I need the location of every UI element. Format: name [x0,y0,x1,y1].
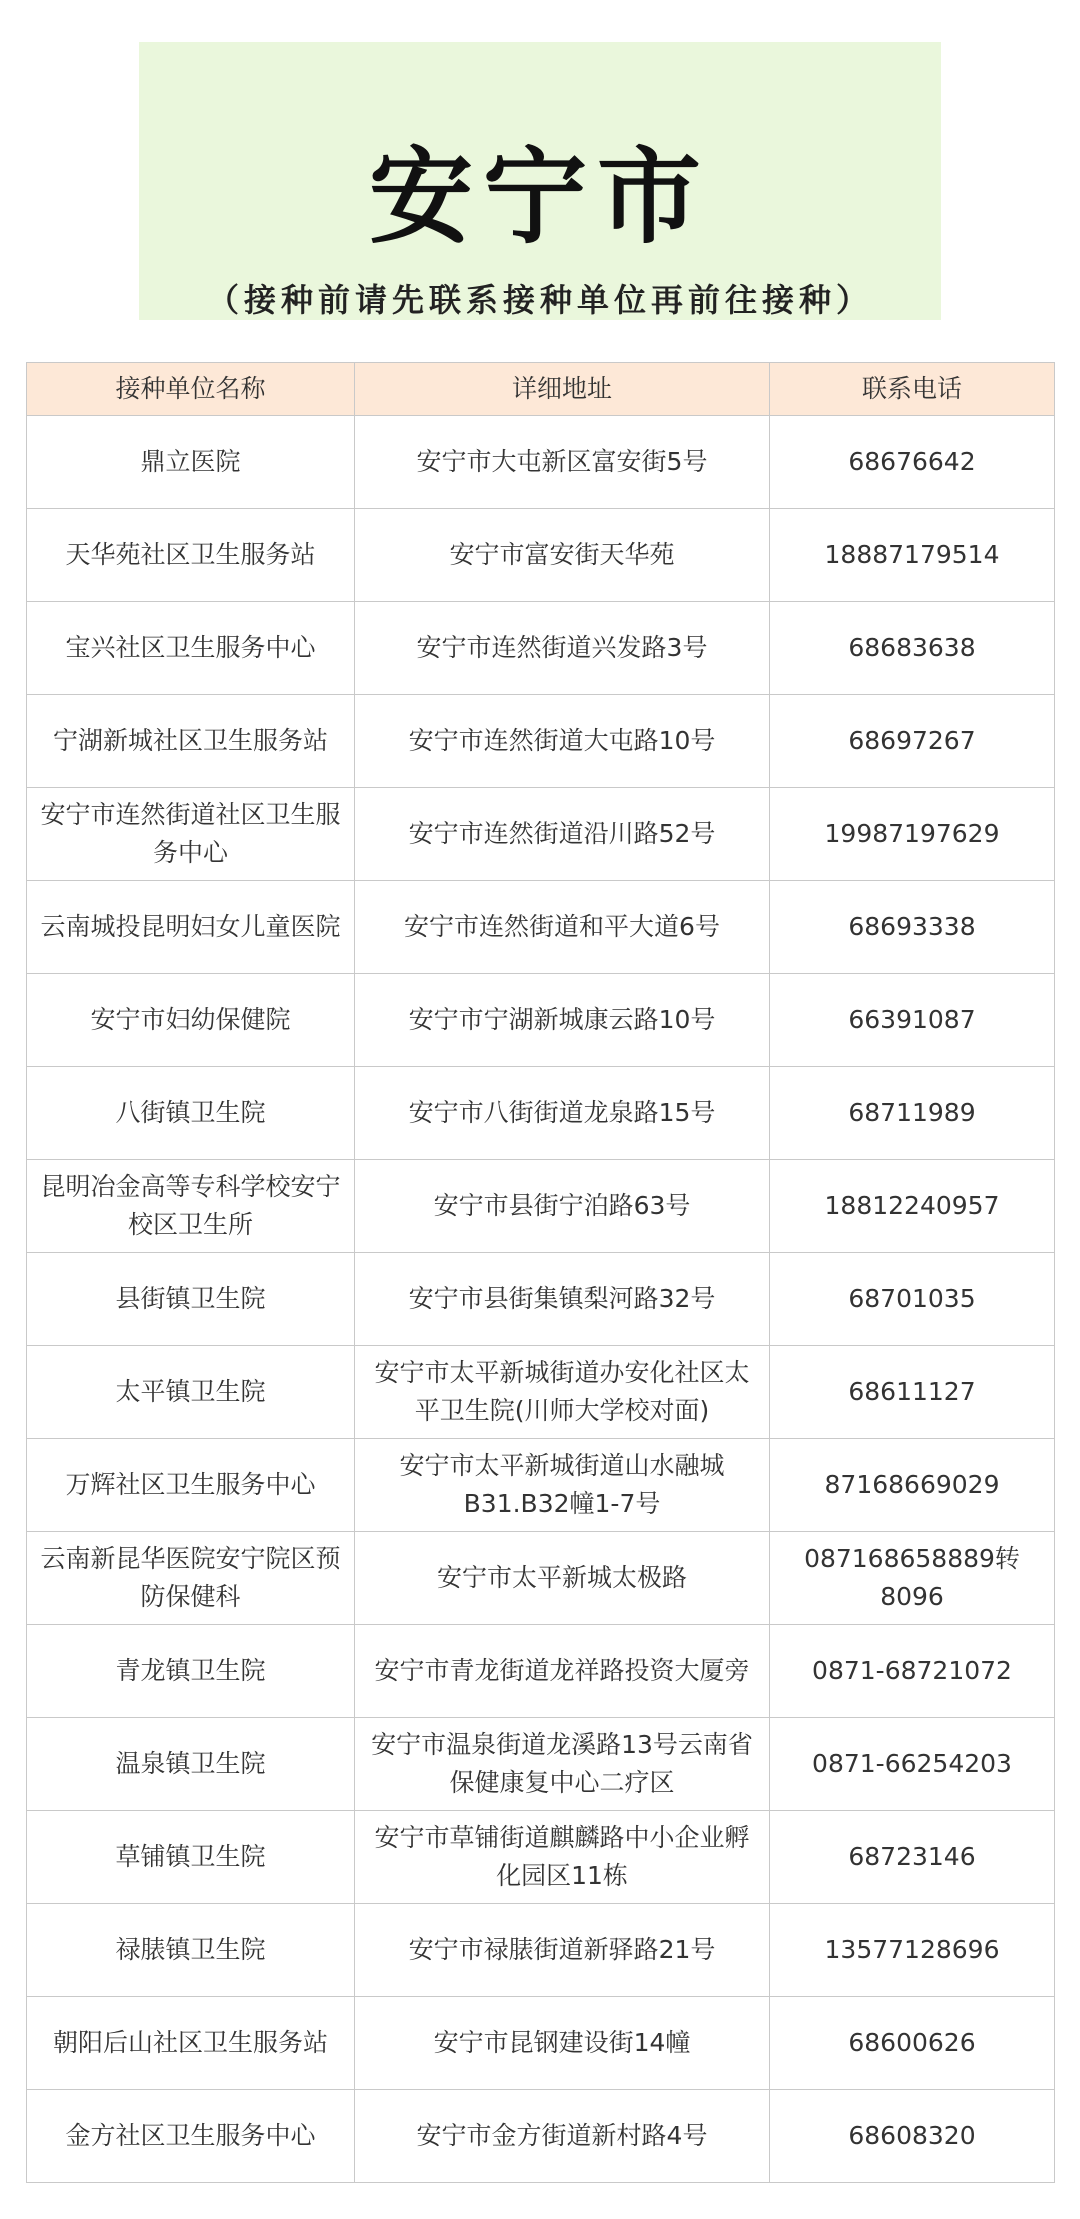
unit-name-cell: 天华苑社区卫生服务站 [27,509,355,602]
phone-cell: 68611127 [770,1346,1055,1439]
address-cell: 安宁市八街街道龙泉路15号 [355,1067,770,1160]
unit-name-cell: 八街镇卫生院 [27,1067,355,1160]
unit-name-cell: 安宁市妇幼保健院 [27,974,355,1067]
unit-name-cell: 宝兴社区卫生服务中心 [27,602,355,695]
phone-cell: 68701035 [770,1253,1055,1346]
address-cell: 安宁市连然街道大屯路10号 [355,695,770,788]
phone-cell: 66391087 [770,974,1055,1067]
table-row [27,1067,1055,1160]
unit-name-cell: 朝阳后山社区卫生服务站 [27,1997,355,2090]
address-cell: 安宁市昆钢建设街14幢 [355,1997,770,2090]
table-row [27,788,1055,881]
phone-cell: 13577128696 [770,1904,1055,1997]
unit-name-cell: 草铺镇卫生院 [27,1811,355,1904]
address-cell: 安宁市禄脿街道新驿路21号 [355,1904,770,1997]
header-banner [139,42,941,320]
phone-cell: 0871-68721072 [770,1625,1055,1718]
phone-cell: 18887179514 [770,509,1055,602]
unit-name-cell: 温泉镇卫生院 [27,1718,355,1811]
column-header-name: 接种单位名称 [27,363,355,416]
address-cell: 安宁市县街宁泊路63号 [355,1160,770,1253]
unit-name-cell: 安宁市连然街道社区卫生服务中心 [27,788,355,881]
address-cell: 安宁市太平新城太极路 [355,1532,770,1625]
phone-cell: 68683638 [770,602,1055,695]
unit-name-cell: 昆明冶金高等专科学校安宁校区卫生所 [27,1160,355,1253]
unit-name-cell: 云南城投昆明妇女儿童医院 [27,881,355,974]
unit-name-cell: 太平镇卫生院 [27,1346,355,1439]
table-row [27,1253,1055,1346]
address-cell: 安宁市县街集镇梨河路32号 [355,1253,770,1346]
unit-name-cell: 宁湖新城社区卫生服务站 [27,695,355,788]
column-header-phone: 联系电话 [770,363,1055,416]
unit-name-cell: 禄脿镇卫生院 [27,1904,355,1997]
unit-name-cell: 青龙镇卫生院 [27,1625,355,1718]
phone-cell: 68676642 [770,416,1055,509]
table-row [27,1811,1055,1904]
phone-cell: 68711989 [770,1067,1055,1160]
table-row [27,1997,1055,2090]
table-row [27,1718,1055,1811]
address-cell: 安宁市宁湖新城康云路10号 [355,974,770,1067]
address-cell: 安宁市连然街道沿川路52号 [355,788,770,881]
phone-cell: 68600626 [770,1997,1055,2090]
table-row [27,1625,1055,1718]
column-header-address: 详细地址 [355,363,770,416]
unit-name-cell: 云南新昆华医院安宁院区预防保健科 [27,1532,355,1625]
table-row [27,2090,1055,2183]
table-row [27,1346,1055,1439]
table-row [27,416,1055,509]
unit-name-cell: 金方社区卫生服务中心 [27,2090,355,2183]
address-cell: 安宁市富安街天华苑 [355,509,770,602]
address-cell: 安宁市大屯新区富安街5号 [355,416,770,509]
unit-name-cell: 万辉社区卫生服务中心 [27,1439,355,1532]
phone-cell: 18812240957 [770,1160,1055,1253]
phone-cell: 68693338 [770,881,1055,974]
address-cell: 安宁市太平新城街道办安化社区太平卫生院(川师大学校对面) [355,1346,770,1439]
address-cell: 安宁市连然街道和平大道6号 [355,881,770,974]
table-row [27,509,1055,602]
address-cell: 安宁市太平新城街道山水融城B31.B32幢1-7号 [355,1439,770,1532]
phone-cell: 87168669029 [770,1439,1055,1532]
phone-cell: 68723146 [770,1811,1055,1904]
table-row [27,974,1055,1067]
table-row [27,1160,1055,1253]
page-title: 安宁市 [368,136,711,258]
table-row [27,695,1055,788]
unit-name-cell: 县街镇卫生院 [27,1253,355,1346]
address-cell: 安宁市草铺街道麒麟路中小企业孵化园区11栋 [355,1811,770,1904]
phone-cell: 0871-66254203 [770,1718,1055,1811]
phone-cell: 19987197629 [770,788,1055,881]
table-row [27,1904,1055,1997]
table-row [27,602,1055,695]
table-row [27,1439,1055,1532]
page-subtitle: （接种前请先联系接种单位再前往接种） [206,281,873,319]
vaccination-unit-table [26,362,1055,2183]
phone-cell: 68608320 [770,2090,1055,2183]
table-row [27,1532,1055,1625]
address-cell: 安宁市金方街道新村路4号 [355,2090,770,2183]
address-cell: 安宁市青龙街道龙祥路投资大厦旁 [355,1625,770,1718]
address-cell: 安宁市连然街道兴发路3号 [355,602,770,695]
phone-cell: 087168658889转8096 [770,1532,1055,1625]
unit-name-cell: 鼎立医院 [27,416,355,509]
table-header-row [27,363,1055,416]
phone-cell: 68697267 [770,695,1055,788]
address-cell: 安宁市温泉街道龙溪路13号云南省保健康复中心二疗区 [355,1718,770,1811]
table-row [27,881,1055,974]
